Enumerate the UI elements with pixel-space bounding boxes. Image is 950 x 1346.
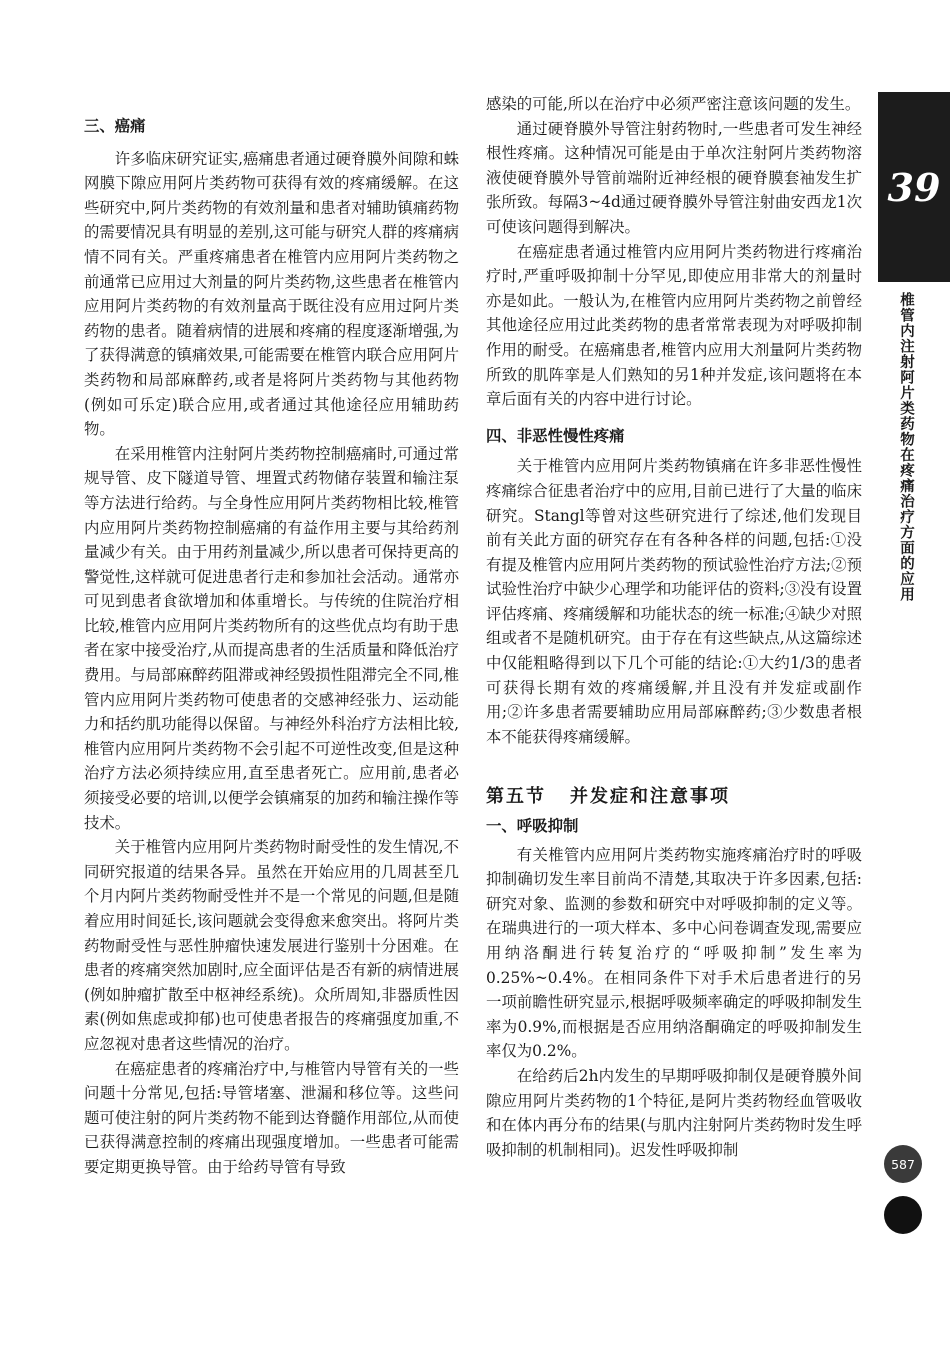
paragraph: 在采用椎管内注射阿片类药物控制癌痛时,可通过常规导管、皮下隧道导管、埋置式药物储存装置和输注泵等方法进行给药。与全身性应用阿片类药物相比较,椎管内应用阿片类药物控制癌痛的有益作用主要与其给药剂量减少有关。由于用药剂量减少,所以患者可保持更高的警觉性,这样就可促进患者行走和参加社会活动。通常亦可见到患者食欲增加和体重增长。与传统的住院治疗相比较,椎管内应用阿片类药物所有的这些优点均有助于患者在家中接受治疗,从而提高患者的生活质量和降低治疗费用。与局部麻醉药阻滞或神经毁损性阻滞完全不同,椎管内应用阿片类药物可使患者的交感神经张力、运动能力和括约肌功能得以保留。与神经外科治疗方法相比较,椎管内应用阿片类药物不会引起不可逆性改变,但是这种治疗方法必须持续应用,直至患者死亡。应用前,患者必须接受必要的培训,以便学会镇痛泵的加药和输注操作等技术。: [84, 444, 459, 832]
paragraph: 在癌症患者通过椎管内应用阿片类药物进行疼痛治疗时,严重呼吸抑制十分罕见,即使应用非常大的剂量时亦是如此。一般认为,在椎管内应用阿片类药物之前曾经其他途径应用过此类药物的患者常常表现为对呼吸抑制作用的耐受。在癌痛患者,椎管内应用大剂量阿片类药物所致的肌阵挛是人们熟知的另1种并发症,该问题将在本章后面有关的内容中进行讨论。: [486, 242, 862, 409]
chapter-title-vertical: 椎管内注射阿片类药物在疼痛治疗方面的应用: [898, 292, 914, 602]
paragraph: 许多临床研究证实,癌痛患者通过硬脊膜外间隙和蛛网膜下隙应用阿片类药物可获得有效的疼痛缓解。在这些研究中,阿片类药物的有效剂量和患者对辅助镇痛药物的需要情况具有明显的差别,这可能与研究人群的疼痛病情不同有关。严重疼痛患者在椎管内应用阿片类药物之前通常已应用过大剂量的阿片类药物,这些患者在椎管内应用阿片类药物的有效剂量高于既往没有应用过阿片类药物的患者。随着病情的进展和疼痛的程度逐渐增强,为了获得满意的镇痛效果,可能需要在椎管内联合应用阿片类药物和局部麻醉药,或者是将阿片类药物与其他药物(例如可乐定)联合应用,或者通过其他途径应用辅助药物。: [84, 149, 459, 439]
section-heading: [486, 785, 862, 810]
paragraph: 感染的可能,所以在治疗中必须严密注意该问题的发生。: [486, 95, 861, 113]
section-label: 第五节: [486, 786, 546, 808]
paragraph: 关于椎管内应用阿片类药物镇痛在许多非恶性慢性疼痛综合征患者治疗中的应用,目前已进行了大量的临床研究。Stangl等曾对这些研究进行了综述,他们发现目前有关此方面的研究存在有各种各样的问题,包括:①没有提及椎管内应用阿片类药物的预试验性治疗方法;②预试验性治疗中缺少心理学和功能评估的资料;③没有设置评估疼痛、疼痛缓解和功能状态的统一标准;④缺少对照组或者不是随机研究。由于存在有这些缺点,从这篇综述中仅能粗略得到以下几个可能的结论:①大约1/3的患者可获得长期有效的疼痛缓解,并且没有并发症或副作用;②许多患者需要辅助应用局部麻醉药;③少数患者根本不能获得疼痛缓解。: [486, 457, 862, 746]
chapter-tab: [878, 92, 950, 282]
chapter-number: 39: [887, 164, 941, 210]
paragraph: 关于椎管内应用阿片类药物时耐受性的发生情况,不同研究报道的结果各异。虽然在开始应用的几周甚至几个月内阿片类药物耐受性并不是一个常见的问题,但是随着应用时间延长,该问题就会变得愈来愈突出。将阿片类药物耐受性与恶性肿瘤快速发展进行鉴别十分困难。在患者的疼痛突然加剧时,应全面评估是否有新的病情进展(例如肿瘤扩散至中枢神经系统)。众所周知,非器质性因素(例如焦虑或抑郁)也可使患者报告的疼痛强度加重,不应忽视对患者这些情况的治疗。: [84, 838, 459, 1053]
decorative-dot: [884, 1196, 922, 1234]
left-column: [84, 92, 459, 1180]
paragraph: 在给药后2h内发生的早期呼吸抑制仅是硬脊膜外间隙应用阿片类药物的1个特征,是阿片类药物经血管吸收和在体内再分布的结果(与肌内注射阿片类药物时发生呼吸抑制的机制相同)。迟发性呼吸抑制: [486, 1066, 862, 1159]
paragraph: 通过硬脊膜外导管注射药物时,一些患者可发生神经根性疼痛。这种情况可能是由于单次注射阿片类药物溶液使硬脊膜外导管前端附近神经根的硬脊膜套袖发生扩张所致。每隔3~4d通过硬脊膜外导管注射曲安西龙1次可使该问题得到解决。: [486, 119, 862, 236]
page-number: 587: [884, 1145, 922, 1183]
heading-cancer-pain: 三、癌痛: [84, 117, 146, 135]
paragraph: 在癌症患者的疼痛治疗中,与椎管内导管有关的一些问题十分常见,包括:导管堵塞、泄漏和移位等。这些问题可使注射的阿片类药物不能到达脊髓作用部位,从而使已获得满意控制的疼痛出现强度增加。一些患者可能需要定期更换导管。由于给药导管有导致: [84, 1059, 459, 1176]
heading-nonmalignant-pain: 四、非恶性慢性疼痛: [486, 426, 625, 445]
right-column: [486, 92, 862, 1162]
paragraph: 有关椎管内应用阿片类药物实施疼痛治疗时的呼吸抑制确切发生率目前尚不清楚,其取决于许多因素,包括:研究对象、监测的参数和研究中对呼吸抑制的定义等。在瑞典进行的一项大样本、多中心问卷调查发现,需要应用纳洛酮进行转复治疗的“呼吸抑制”发生率为0.25%~0.4%。在相同条件下对手术后患者进行的另一项前瞻性研究显示,根据呼吸频率确定的呼吸抑制发生率为0.9%,而根据是否应用纳洛酮确定的呼吸抑制发生率仅为0.2%。: [486, 845, 862, 1061]
section-title: 并发症和注意事项: [570, 786, 730, 808]
heading-respiratory-depression: 一、呼吸抑制: [486, 817, 579, 836]
